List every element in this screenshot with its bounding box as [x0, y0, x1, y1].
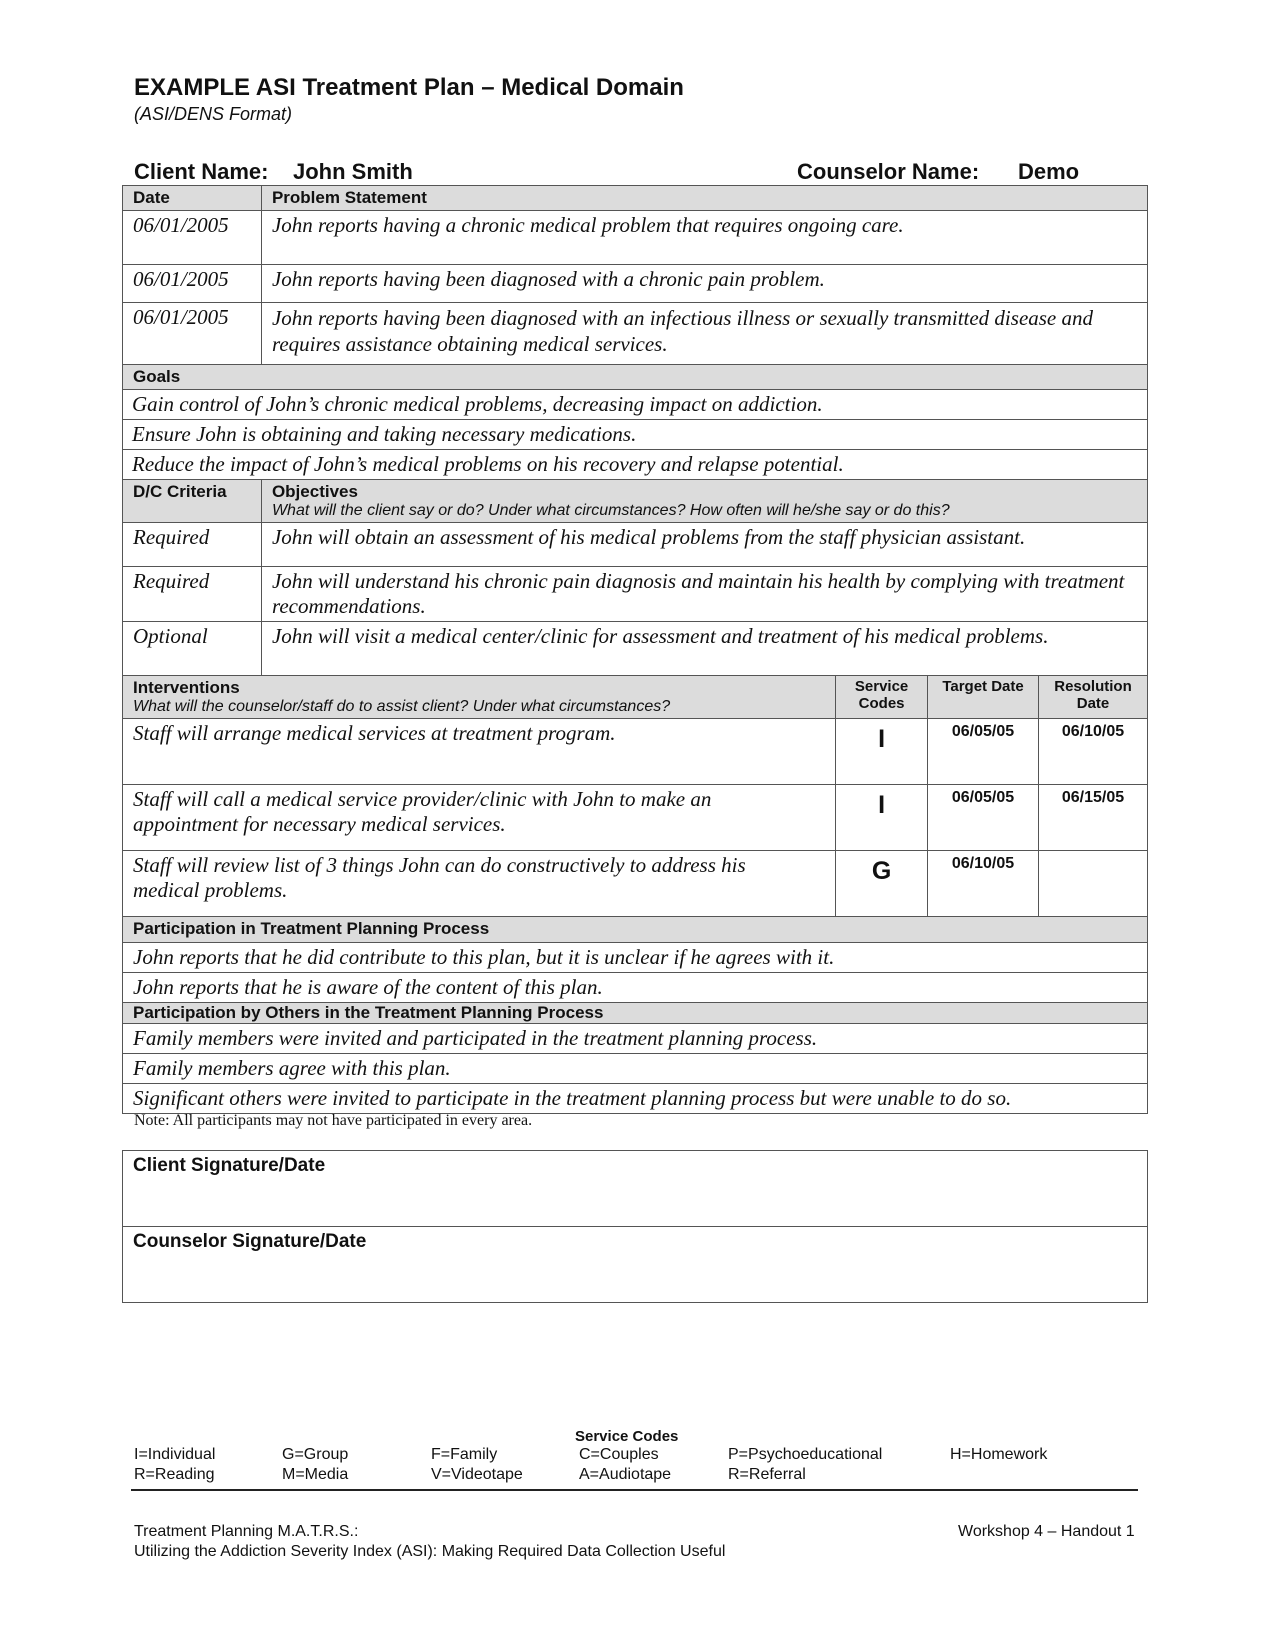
- goal-item: Ensure John is obtaining and taking necessary medications.: [123, 420, 1148, 450]
- resolution-date: [1038, 851, 1147, 917]
- counselor-signature-field[interactable]: Counselor Signature/Date: [123, 1227, 1148, 1303]
- legend-item: A=Audiotape: [579, 1466, 672, 1483]
- table-row: [123, 567, 1148, 622]
- objective-text: John will obtain an assessment of his medical problems from the staff physician assistant.: [261, 523, 1147, 567]
- participation-others-header: Participation by Others in the Treatment Planning Process: [123, 1003, 1148, 1024]
- client-name-value: John Smith: [293, 159, 413, 184]
- objective-text: John will visit a medical center/clinic for assessment and treatment of his medical problems.: [261, 622, 1147, 676]
- objectives-title: Objectives: [271, 482, 358, 501]
- dc-criteria-header: D/C Criteria: [123, 480, 262, 523]
- participation-item: John reports that he is aware of the content of this plan.: [123, 973, 1148, 1003]
- intervention-text: Staff will arrange medical services at treatment program.: [123, 719, 836, 785]
- service-codes-heading: Service Codes: [575, 1428, 679, 1445]
- intervention-text: Staff will review list of 3 things John can do constructively to address his medical problems.: [123, 851, 836, 917]
- table-row: [123, 851, 1148, 917]
- resolution-date: 06/10/05: [1038, 719, 1147, 785]
- goals-header: Goals: [123, 365, 1148, 390]
- problem-date: 06/01/2005: [123, 211, 262, 265]
- treatment-plan-table: [122, 185, 1148, 1114]
- objectives-question: What will the client say or do? Under what circumstances? How often will he/she say or do this?: [271, 502, 950, 519]
- footer-divider: [131, 1489, 1138, 1491]
- target-date: 06/05/05: [928, 719, 1039, 785]
- interventions-header: [123, 676, 836, 719]
- table-row: [123, 622, 1148, 676]
- objective-criteria: Optional: [123, 622, 262, 676]
- table-row: [123, 523, 1148, 567]
- footer-left-line1: Treatment Planning M.A.T.R.S.:: [134, 1523, 359, 1540]
- footer-left-line2: Utilizing the Addiction Severity Index (ASI): Making Required Data Collection Useful: [134, 1543, 726, 1560]
- participants-note: Note: All participants may not have participated in every area.: [134, 1112, 533, 1129]
- table-row: [123, 303, 1148, 365]
- legend-item: H=Homework: [950, 1446, 1048, 1463]
- participation-others-item: Family members were invited and participated in the treatment planning process.: [123, 1024, 1148, 1054]
- page-title: EXAMPLE ASI Treatment Plan – Medical Domain: [134, 74, 684, 101]
- target-date: 06/05/05: [928, 785, 1039, 851]
- intervention-text: Staff will call a medical service provider/clinic with John to make an appointment for necessary medical services.: [123, 785, 836, 851]
- service-code: I: [836, 785, 928, 851]
- legend-item: V=Videotape: [431, 1466, 523, 1483]
- participation-header: Participation in Treatment Planning Process: [123, 917, 1148, 943]
- legend-item: I=Individual: [134, 1446, 216, 1463]
- target-date-header: Target Date: [928, 676, 1039, 719]
- footer-right: Workshop 4 – Handout 1: [958, 1523, 1135, 1540]
- legend-item: F=Family: [431, 1446, 498, 1463]
- goal-item: Reduce the impact of John’s medical problems on his recovery and relapse potential.: [123, 450, 1148, 480]
- page-subtitle: (ASI/DENS Format): [134, 104, 293, 124]
- objectives-header: [261, 480, 1147, 523]
- resolution-date: 06/15/05: [1038, 785, 1147, 851]
- objective-criteria: Required: [123, 523, 262, 567]
- table-row: [123, 785, 1148, 851]
- client-signature-field[interactable]: Client Signature/Date: [123, 1151, 1148, 1227]
- table-row: [123, 211, 1148, 265]
- participation-others-item: Significant others were invited to participate in the treatment planning process but were unable to do so.: [123, 1084, 1148, 1114]
- goal-item: Gain control of John’s chronic medical problems, decreasing impact on addiction.: [123, 390, 1148, 420]
- legend-item: R=Reading: [134, 1466, 215, 1483]
- legend-item: C=Couples: [579, 1446, 659, 1463]
- target-date: 06/10/05: [928, 851, 1039, 917]
- objective-text: John will understand his chronic pain diagnosis and maintain his health by complying with treatment recommendations.: [261, 567, 1147, 622]
- counselor-name-value: Demo: [1018, 159, 1080, 184]
- table-row: [123, 719, 1148, 785]
- interventions-question: What will the counselor/staff do to assist client? Under what circumstances?: [133, 698, 671, 715]
- problem-statement-header: Problem Statement: [261, 186, 1147, 211]
- client-name-label: Client Name:: [134, 159, 269, 184]
- service-code: I: [836, 719, 928, 785]
- legend-item: R=Referral: [728, 1466, 806, 1483]
- interventions-title: Interventions: [133, 678, 240, 697]
- participation-others-item: Family members agree with this plan.: [123, 1054, 1148, 1084]
- date-column-header: Date: [123, 186, 262, 211]
- objective-criteria: Required: [123, 567, 262, 622]
- problem-date: 06/01/2005: [123, 303, 262, 365]
- legend-item: P=Psychoeducational: [728, 1446, 883, 1463]
- legend-item: M=Media: [282, 1466, 349, 1483]
- legend-item: G=Group: [282, 1446, 349, 1463]
- problem-text: John reports having been diagnosed with a chronic pain problem.: [261, 265, 1147, 303]
- counselor-name-label: Counselor Name:: [797, 159, 980, 184]
- service-codes-header: Service Codes: [836, 676, 928, 719]
- resolution-date-header: Resolution Date: [1038, 676, 1147, 719]
- problem-text: John reports having a chronic medical problem that requires ongoing care.: [261, 211, 1147, 265]
- problem-date: 06/01/2005: [123, 265, 262, 303]
- participation-item: John reports that he did contribute to this plan, but it is unclear if he agrees with it.: [123, 943, 1148, 973]
- service-code: G: [836, 851, 928, 917]
- problem-text: John reports having been diagnosed with an infectious illness or sexually transmitted disease and requires assistance obtaining medical services.: [261, 303, 1147, 365]
- signature-table: [122, 1150, 1148, 1303]
- table-row: [123, 265, 1148, 303]
